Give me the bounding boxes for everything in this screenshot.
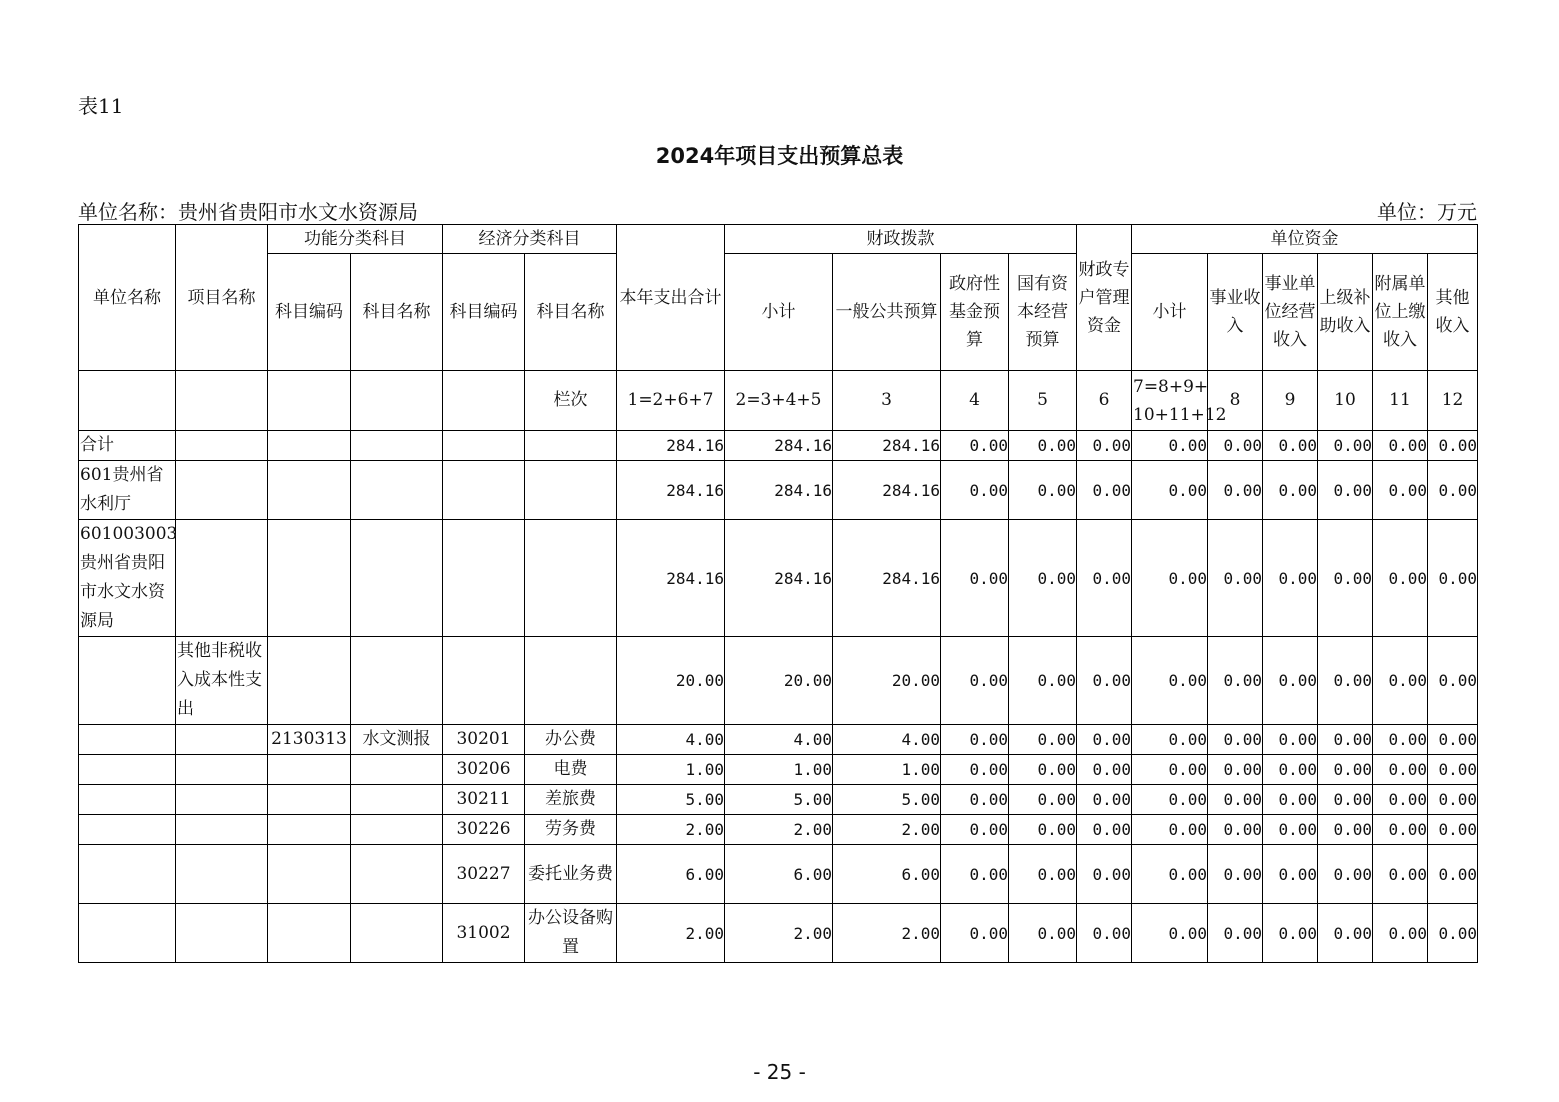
table-row <box>79 637 1478 725</box>
cell-spec: 0.00 <box>1077 520 1132 637</box>
cell-subs: 0.00 <box>1318 637 1373 725</box>
cell-gen: 284.16 <box>833 461 941 520</box>
cell-spec: 0.00 <box>1077 845 1132 904</box>
cell-other: 0.00 <box>1428 431 1478 461</box>
cell-fcode <box>268 904 351 963</box>
cell-state: 0.00 <box>1009 755 1077 785</box>
header-unit-name: 单位名称 <box>79 225 176 371</box>
cell-affil: 0.00 <box>1373 845 1428 904</box>
cell-usub: 0.00 <box>1132 431 1208 461</box>
header-unit-subtotal: 小计 <box>1132 254 1208 371</box>
header-econ-code: 科目编码 <box>443 254 525 371</box>
header-affiliated-income: 附属单位上缴收入 <box>1373 254 1428 371</box>
cell-spec: 0.00 <box>1077 431 1132 461</box>
cell-fname <box>351 904 443 963</box>
cell-oper: 0.00 <box>1263 845 1318 904</box>
table-row <box>79 904 1478 963</box>
cell-fsub: 5.00 <box>725 785 833 815</box>
cell-usub: 0.00 <box>1132 725 1208 755</box>
header-func-class: 功能分类科目 <box>268 225 443 254</box>
header-total: 本年支出合计 <box>617 225 725 371</box>
cell-fname: 水文测报 <box>351 725 443 755</box>
cell-ecode: 30206 <box>443 755 525 785</box>
cell-biz: 0.00 <box>1208 637 1263 725</box>
cell-ecode <box>443 520 525 637</box>
cell-gov: 0.00 <box>941 520 1009 637</box>
index-c2: 2=3+4+5 <box>725 371 833 431</box>
cell-fsub: 2.00 <box>725 815 833 845</box>
cell-unit <box>79 845 176 904</box>
cell-biz: 0.00 <box>1208 755 1263 785</box>
cell-fname <box>351 461 443 520</box>
cell-state: 0.00 <box>1009 461 1077 520</box>
cell-gov: 0.00 <box>941 845 1009 904</box>
cell-oper: 0.00 <box>1263 815 1318 845</box>
cell-ecode <box>443 431 525 461</box>
cell-fname <box>351 431 443 461</box>
cell-fcode <box>268 461 351 520</box>
cell-fcode <box>268 431 351 461</box>
cell-affil: 0.00 <box>1373 431 1428 461</box>
cell-fsub: 6.00 <box>725 845 833 904</box>
cell-gov: 0.00 <box>941 815 1009 845</box>
table-row <box>79 845 1478 904</box>
cell-oper: 0.00 <box>1263 725 1318 755</box>
header-state-capital: 国有资本经营预算 <box>1009 254 1077 371</box>
cell-total: 284.16 <box>617 431 725 461</box>
table-row <box>79 755 1478 785</box>
index-cell <box>79 371 176 431</box>
cell-total: 20.00 <box>617 637 725 725</box>
cell-usub: 0.00 <box>1132 461 1208 520</box>
cell-gen: 284.16 <box>833 520 941 637</box>
cell-project <box>176 725 268 755</box>
cell-fname <box>351 785 443 815</box>
cell-state: 0.00 <box>1009 904 1077 963</box>
index-c10: 10 <box>1318 371 1373 431</box>
cell-oper: 0.00 <box>1263 637 1318 725</box>
cell-oper: 0.00 <box>1263 904 1318 963</box>
cell-gen: 2.00 <box>833 815 941 845</box>
cell-spec: 0.00 <box>1077 755 1132 785</box>
cell-spec: 0.00 <box>1077 815 1132 845</box>
cell-other: 0.00 <box>1428 461 1478 520</box>
cell-unit: 601贵州省水利厅 <box>79 461 176 520</box>
index-cell <box>443 371 525 431</box>
cell-other: 0.00 <box>1428 755 1478 785</box>
cell-ename: 劳务费 <box>525 815 617 845</box>
cell-ename: 差旅费 <box>525 785 617 815</box>
cell-fsub: 2.00 <box>725 904 833 963</box>
cell-fname <box>351 755 443 785</box>
cell-ecode: 30226 <box>443 815 525 845</box>
index-c7-line1: 7=8+9+ <box>1133 376 1209 397</box>
cell-fcode <box>268 755 351 785</box>
index-c5: 5 <box>1009 371 1077 431</box>
cell-biz: 0.00 <box>1208 904 1263 963</box>
cell-usub: 0.00 <box>1132 904 1208 963</box>
cell-state: 0.00 <box>1009 520 1077 637</box>
cell-usub: 0.00 <box>1132 520 1208 637</box>
cell-biz: 0.00 <box>1208 815 1263 845</box>
cell-project <box>176 461 268 520</box>
table-row <box>79 431 1478 461</box>
cell-other: 0.00 <box>1428 815 1478 845</box>
cell-ename <box>525 637 617 725</box>
index-c7-line2: 10+11+12 <box>1133 404 1227 425</box>
cell-usub: 0.00 <box>1132 845 1208 904</box>
cell-other: 0.00 <box>1428 785 1478 815</box>
header-econ-name: 科目名称 <box>525 254 617 371</box>
cell-unit <box>79 637 176 725</box>
cell-fname <box>351 815 443 845</box>
cell-ecode <box>443 461 525 520</box>
cell-subs: 0.00 <box>1318 845 1373 904</box>
cell-fcode <box>268 785 351 815</box>
cell-gen: 20.00 <box>833 637 941 725</box>
cell-fname <box>351 845 443 904</box>
cell-project <box>176 904 268 963</box>
cell-ename: 办公费 <box>525 725 617 755</box>
cell-oper: 0.00 <box>1263 785 1318 815</box>
cell-ename <box>525 431 617 461</box>
cell-spec: 0.00 <box>1077 785 1132 815</box>
index-c6: 6 <box>1077 371 1132 431</box>
cell-total: 2.00 <box>617 815 725 845</box>
index-c12: 12 <box>1428 371 1478 431</box>
cell-unit <box>79 785 176 815</box>
cell-biz: 0.00 <box>1208 785 1263 815</box>
cell-project <box>176 815 268 845</box>
cell-affil: 0.00 <box>1373 815 1428 845</box>
cell-affil: 0.00 <box>1373 785 1428 815</box>
table-row <box>79 725 1478 755</box>
cell-ename: 委托业务费 <box>525 845 617 904</box>
table-row <box>79 461 1478 520</box>
cell-state: 0.00 <box>1009 637 1077 725</box>
table-row <box>79 520 1478 637</box>
cell-other: 0.00 <box>1428 904 1478 963</box>
header-project-name: 项目名称 <box>176 225 268 371</box>
cell-subs: 0.00 <box>1318 725 1373 755</box>
cell-fcode <box>268 815 351 845</box>
cell-fcode: 2130313 <box>268 725 351 755</box>
cell-ename: 电费 <box>525 755 617 785</box>
cell-fsub: 4.00 <box>725 725 833 755</box>
cell-subs: 0.00 <box>1318 815 1373 845</box>
header-fiscal: 财政拨款 <box>725 225 1077 254</box>
cell-project <box>176 431 268 461</box>
cell-ename <box>525 461 617 520</box>
cell-gov: 0.00 <box>941 461 1009 520</box>
cell-oper: 0.00 <box>1263 461 1318 520</box>
cell-biz: 0.00 <box>1208 725 1263 755</box>
cell-total: 5.00 <box>617 785 725 815</box>
index-c1: 1=2+6+7 <box>617 371 725 431</box>
cell-ecode: 30211 <box>443 785 525 815</box>
cell-fsub: 284.16 <box>725 520 833 637</box>
cell-usub: 0.00 <box>1132 637 1208 725</box>
cell-other: 0.00 <box>1428 520 1478 637</box>
header-other-income: 其他收入 <box>1428 254 1478 371</box>
cell-total: 284.16 <box>617 520 725 637</box>
cell-state: 0.00 <box>1009 725 1077 755</box>
cell-gen: 284.16 <box>833 431 941 461</box>
cell-unit <box>79 755 176 785</box>
cell-other: 0.00 <box>1428 845 1478 904</box>
cell-affil: 0.00 <box>1373 725 1428 755</box>
index-cell <box>351 371 443 431</box>
index-c8: 8 <box>1208 371 1263 431</box>
cell-subs: 0.00 <box>1318 520 1373 637</box>
cell-total: 6.00 <box>617 845 725 904</box>
cell-project <box>176 520 268 637</box>
cell-affil: 0.00 <box>1373 520 1428 637</box>
header-econ-class: 经济分类科目 <box>443 225 617 254</box>
cell-state: 0.00 <box>1009 815 1077 845</box>
cell-gen: 2.00 <box>833 904 941 963</box>
cell-subs: 0.00 <box>1318 431 1373 461</box>
header-unit-funds: 单位资金 <box>1132 225 1478 254</box>
cell-total: 284.16 <box>617 461 725 520</box>
header-business-income: 事业收入 <box>1208 254 1263 371</box>
cell-project: 其他非税收入成本性支出 <box>176 637 268 725</box>
cell-other: 0.00 <box>1428 725 1478 755</box>
cell-usub: 0.00 <box>1132 815 1208 845</box>
header-subsidy-income: 上级补助收入 <box>1318 254 1373 371</box>
cell-unit: 合计 <box>79 431 176 461</box>
cell-affil: 0.00 <box>1373 461 1428 520</box>
cell-biz: 0.00 <box>1208 431 1263 461</box>
cell-gov: 0.00 <box>941 785 1009 815</box>
cell-fsub: 284.16 <box>725 461 833 520</box>
table-row <box>79 815 1478 845</box>
cell-subs: 0.00 <box>1318 755 1373 785</box>
header-func-code: 科目编码 <box>268 254 351 371</box>
cell-subs: 0.00 <box>1318 904 1373 963</box>
index-cell <box>176 371 268 431</box>
cell-ecode: 30201 <box>443 725 525 755</box>
cell-biz: 0.00 <box>1208 520 1263 637</box>
cell-total: 2.00 <box>617 904 725 963</box>
cell-spec: 0.00 <box>1077 725 1132 755</box>
header-special-account: 财政专户管理资金 <box>1077 225 1132 371</box>
index-label: 栏次 <box>525 371 617 431</box>
cell-oper: 0.00 <box>1263 520 1318 637</box>
unit-name-label: 单位名称：贵州省贵阳市水文水资源局 <box>78 200 418 224</box>
header-operating-income: 事业单位经营收入 <box>1263 254 1318 371</box>
table-row <box>79 785 1478 815</box>
cell-fsub: 284.16 <box>725 431 833 461</box>
cell-subs: 0.00 <box>1318 461 1373 520</box>
cell-unit <box>79 725 176 755</box>
cell-fsub: 1.00 <box>725 755 833 785</box>
cell-project <box>176 845 268 904</box>
cell-usub: 0.00 <box>1132 785 1208 815</box>
cell-unit: 601003003贵州省贵阳市水文水资源局 <box>79 520 176 637</box>
cell-fname <box>351 520 443 637</box>
cell-oper: 0.00 <box>1263 431 1318 461</box>
cell-subs: 0.00 <box>1318 785 1373 815</box>
cell-state: 0.00 <box>1009 845 1077 904</box>
cell-unit <box>79 815 176 845</box>
cell-fsub: 20.00 <box>725 637 833 725</box>
index-cell <box>268 371 351 431</box>
cell-state: 0.00 <box>1009 785 1077 815</box>
cell-oper: 0.00 <box>1263 755 1318 785</box>
index-c11: 11 <box>1373 371 1428 431</box>
cell-unit <box>79 904 176 963</box>
cell-ename <box>525 520 617 637</box>
header-gov-fund: 政府性基金预算 <box>941 254 1009 371</box>
cell-spec: 0.00 <box>1077 904 1132 963</box>
budget-table <box>78 224 1478 963</box>
cell-state: 0.00 <box>1009 431 1077 461</box>
cell-biz: 0.00 <box>1208 845 1263 904</box>
cell-ecode <box>443 637 525 725</box>
cell-other: 0.00 <box>1428 637 1478 725</box>
cell-gov: 0.00 <box>941 725 1009 755</box>
cell-biz: 0.00 <box>1208 461 1263 520</box>
header-func-name: 科目名称 <box>351 254 443 371</box>
cell-usub: 0.00 <box>1132 755 1208 785</box>
cell-affil: 0.00 <box>1373 755 1428 785</box>
cell-total: 1.00 <box>617 755 725 785</box>
cell-fcode <box>268 637 351 725</box>
cell-ecode: 30227 <box>443 845 525 904</box>
cell-affil: 0.00 <box>1373 637 1428 725</box>
cell-affil: 0.00 <box>1373 904 1428 963</box>
table-tag: 表11 <box>78 94 124 118</box>
cell-gen: 6.00 <box>833 845 941 904</box>
index-c7 <box>1132 371 1227 431</box>
cell-gov: 0.00 <box>941 431 1009 461</box>
cell-gen: 4.00 <box>833 725 941 755</box>
page-number: - 25 - <box>753 1060 806 1084</box>
index-c4: 4 <box>941 371 1009 431</box>
cell-project <box>176 755 268 785</box>
cell-gov: 0.00 <box>941 904 1009 963</box>
cell-total: 4.00 <box>617 725 725 755</box>
page-title: 2024年项目支出预算总表 <box>655 144 904 168</box>
cell-gen: 1.00 <box>833 755 941 785</box>
cell-gov: 0.00 <box>941 755 1009 785</box>
header-fiscal-subtotal: 小计 <box>725 254 833 371</box>
header-general-budget: 一般公共预算 <box>833 254 941 371</box>
cell-spec: 0.00 <box>1077 637 1132 725</box>
index-c9: 9 <box>1263 371 1318 431</box>
index-c3: 3 <box>833 371 941 431</box>
cell-fcode <box>268 520 351 637</box>
cell-fcode <box>268 845 351 904</box>
cell-ecode: 31002 <box>443 904 525 963</box>
cell-fname <box>351 637 443 725</box>
cell-gov: 0.00 <box>941 637 1009 725</box>
cell-ename: 办公设备购置 <box>525 904 617 963</box>
cell-project <box>176 785 268 815</box>
cell-gen: 5.00 <box>833 785 941 815</box>
currency-unit-label: 单位：万元 <box>1377 200 1477 224</box>
cell-spec: 0.00 <box>1077 461 1132 520</box>
